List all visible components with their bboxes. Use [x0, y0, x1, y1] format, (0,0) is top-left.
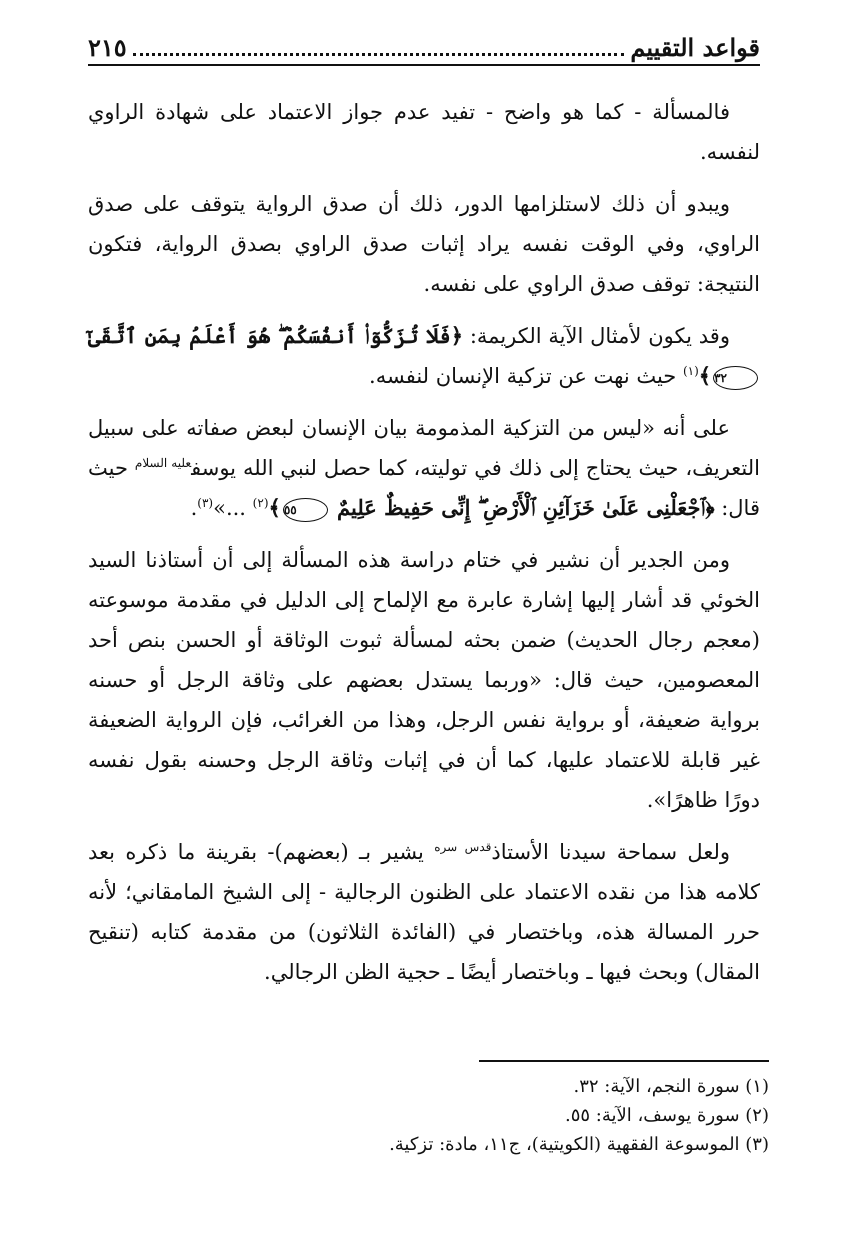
- running-title: قواعد التقييم: [630, 33, 760, 62]
- main-text: [88, 92, 760, 1004]
- paragraph-3-rest: حيث نهت عن تزكية الإنسان لنفسه.: [369, 364, 683, 388]
- paragraph-3: [88, 316, 760, 396]
- paragraph-4-intro: على أنه «ليس من التزكية المذمومة بيان الإنسان لبعض صفاته على سبيل التعريف، حيث يحتاج إلى ذلك في توليته، كما حصل لنبي الله يوسف: [88, 416, 760, 480]
- honorific-sign: عليه السلام: [134, 456, 192, 470]
- paragraph-4: [88, 408, 760, 528]
- footnote-ref-3: (٣): [197, 496, 214, 510]
- page-header: [88, 26, 760, 66]
- paragraph-3-intro: وقد يكون لأمثال الآية الكريمة:: [463, 324, 730, 348]
- verse-close-bracket: ﴾: [268, 495, 281, 520]
- honorific-sign: قدس سره: [434, 840, 492, 854]
- quran-verse-2-text: ﴿ٱجْعَلْنِى عَلَىٰ خَزَآئِنِ ٱلْأَرْضِ ۖ إِنِّى حَفِيظٌ عَلِيمٌ: [337, 495, 715, 520]
- paragraph-1: فالمسألة - كما هو واضح - تفيد عدم جواز الاعتماد على شهادة الراوي لنفسه.: [88, 100, 760, 164]
- paragraph-2: ويبدو أن ذلك لاستلزامها الدور، ذلك أن صدق الرواية يتوقف على صدق الراوي، وفي الوقت نفسه يراد إثبات صدق الراوي بصدق الرواية، فتكون النتيجة: توقف صدق الراوي على نفسه.: [88, 192, 760, 296]
- paragraph-6: [88, 832, 760, 992]
- footnote-1: (١) سورة النجم، الآية: ٣٢.: [573, 1076, 769, 1097]
- paragraph-4-end: .: [190, 496, 198, 520]
- page-number: ٢١٥: [88, 33, 127, 62]
- verse-close-bracket: ﴾: [698, 363, 712, 388]
- ayah-number-marker: ٥٥: [283, 498, 328, 522]
- footnote-separator: [479, 1060, 769, 1062]
- quote-ellipsis: ...»: [213, 496, 253, 520]
- paragraph-5: ومن الجدير أن نشير في ختام دراسة هذه المسألة إلى أن أستاذنا السيد الخوئي قد أشار إليها إشارة عابرة مع الإلماح إلى الدليل في مقدمة موسوعته (معجم رجال الحديث) ضمن بحثه لمسألة ثبوت الوثاقة أو الحسن بنص أحد المعصومين، حيث قال: «وربما يستدل بعضهم على وثاقة الرجل أو حسنه برواية ضعيفة، أو برواية نفس الرجل، وهذا من الغرائب، فإن الرواية الضعيفة غير قابلة للاعتماد عليها، كما أن في إثبات وثاقة الرجل وحسنه بقول نفسه دورًا ظاهرًا».: [88, 548, 760, 812]
- ayah-number-marker: ٣٢: [713, 366, 758, 390]
- paragraph-4-middle: حيث قال:: [88, 456, 760, 520]
- footnotes: [97, 1072, 769, 1159]
- quran-verse-2: [269, 495, 715, 520]
- quran-verse-1-text: ﴿فَلَا تُزَكُّوٓا۟ أَنفُسَكُمْ ۖ هُوَ أَعْلَمُ بِمَنِ ٱتَّقَىٰٓ: [88, 323, 463, 348]
- paragraph-6-rest: يشير بـ (بعضهم)- بقرينة ما ذكره بعد كلامه هذا من نقده الاعتماد على الظنون الرجالية - إلى الشيخ المامقاني؛ لأنه حرر المسالة هذه، وباختصار في (الفائدة الثلاثون) من مقدمة كتابه (تنقيح المقال) وبحث فيها ـ وباختصار أيضًا ـ حجية الظن الرجالي.: [88, 840, 760, 984]
- footnote-ref-2: (٢): [252, 496, 269, 510]
- footnote-3: (٣) الموسوعة الفقهية (الكويتية)، ج١١، مادة: تزكية.: [389, 1134, 769, 1155]
- footnote-2: (٢) سورة يوسف، الآية: ٥٥.: [564, 1105, 769, 1126]
- paragraph-6-intro: ولعل سماحة سيدنا الأستاذ: [491, 840, 730, 864]
- footnote-ref-1: (١): [682, 364, 699, 378]
- leader-dots: [133, 53, 625, 56]
